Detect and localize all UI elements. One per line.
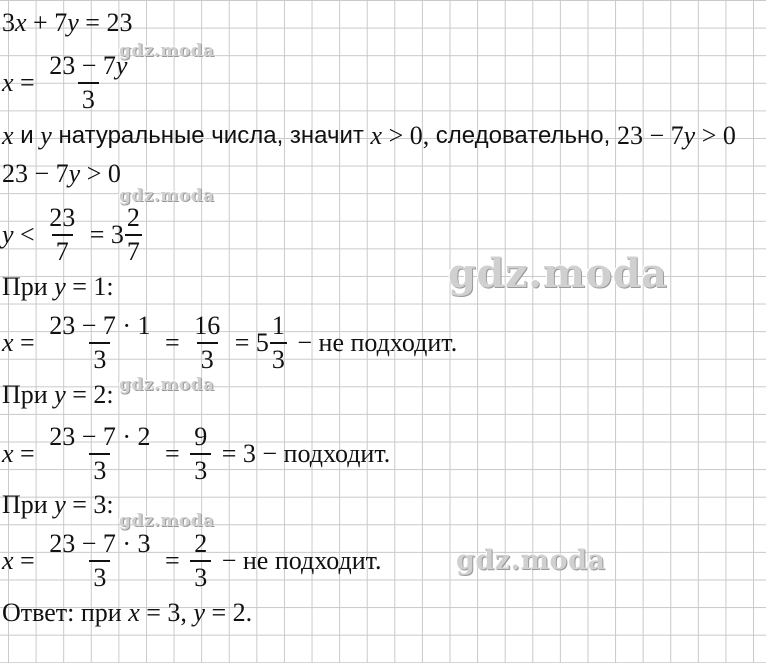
fraction: $\frac{23 - 7 \cdot 2}{3}$	[49, 422, 151, 485]
operator: +	[26, 8, 55, 37]
variable-x: x	[2, 328, 14, 357]
variable-x: x	[370, 121, 383, 150]
inequality: > 0	[80, 159, 121, 188]
case-label: При y = 3:	[2, 490, 114, 519]
fraction: $\frac{1}{3}$	[271, 311, 285, 374]
watermark: gdz.moda	[119, 511, 215, 531]
denominator: 3	[78, 82, 99, 114]
inequality: > 0,	[382, 121, 436, 150]
case-label: При y = 1:	[2, 272, 114, 301]
variable-x: x	[128, 598, 140, 627]
mixed-number: 3 $\frac{2}{7}$	[110, 203, 140, 266]
denominator: 7	[52, 234, 73, 266]
variable-x: x	[2, 68, 14, 97]
fraction: $\frac{23 - 7 \cdot 1}{3}$	[49, 311, 151, 374]
numerator: 23 − 7y	[49, 51, 128, 80]
operator: <	[13, 220, 42, 249]
variable-x: x	[2, 439, 14, 468]
mixed-number: 5 $\frac{1}{3}$	[255, 311, 285, 374]
watermark: gdz.moda	[119, 41, 215, 61]
inequality: > 0	[695, 121, 736, 150]
expression: 23 − 7	[2, 159, 69, 188]
verdict: − не подходит.	[290, 328, 458, 357]
bound-line	[2, 204, 146, 266]
condition-line	[2, 121, 736, 151]
variable-x: x	[2, 121, 14, 150]
fraction: $\frac{23 - 7 \cdot 3}{3}$	[49, 529, 151, 592]
operator: =	[13, 68, 42, 97]
expression: 23 − 7	[616, 121, 684, 150]
verdict: − подходит.	[255, 439, 391, 468]
variable-y: y	[683, 121, 696, 150]
variable-y: y	[67, 8, 79, 37]
case-computation: x = $\frac{23 - 7 \cdot 2}{3}$ = $\frac{9}{3}$ = 3 − подходит.	[2, 422, 391, 485]
fraction	[45, 204, 79, 266]
numerator: 23	[49, 203, 76, 232]
watermark: gdz.moda	[448, 250, 668, 297]
equation-line	[2, 8, 132, 38]
variable-y: y	[54, 272, 66, 301]
operator: =	[78, 8, 107, 37]
watermark: gdz.moda	[119, 375, 215, 395]
fraction: $\frac{2}{7}$	[126, 203, 140, 266]
inequality-line	[2, 159, 121, 189]
variable-y: y	[2, 220, 14, 249]
watermark: gdz.moda	[456, 545, 606, 576]
variable-x: x	[15, 8, 27, 37]
variable-y: y	[40, 121, 52, 150]
case-computation: x = $\frac{23 - 7 \cdot 3}{3}$ = $\frac{2}{3}$ − не подходит.	[2, 529, 382, 592]
variable-x: x	[2, 546, 14, 575]
case-label: При y = 2:	[2, 380, 114, 409]
fraction: $\frac{9}{3}$	[190, 423, 211, 485]
text: и	[13, 122, 41, 149]
watermark: gdz.moda	[119, 186, 215, 206]
variable-y: y	[193, 598, 205, 627]
variable-y: y	[54, 490, 66, 519]
variable-y: y	[68, 159, 81, 188]
coefficient: 3	[2, 8, 15, 37]
operator: =	[83, 220, 111, 249]
case-computation: x = $\frac{23 - 7 \cdot 1}{3}$ = $\frac{16}{3}$ = 5 $\frac{1}{3}$ − не подходит.	[2, 311, 458, 374]
answer-line: Ответ: при x = 3, y = 2.	[2, 598, 253, 627]
coefficient: 7	[54, 8, 68, 37]
fraction	[45, 52, 131, 114]
verdict: − не подходит.	[215, 546, 382, 575]
variable-y: y	[54, 380, 66, 409]
fraction: $\frac{16}{3}$	[194, 311, 221, 374]
value: 23	[106, 8, 133, 37]
text: натуральные числа, значит	[51, 122, 371, 149]
fraction: $\frac{2}{3}$	[190, 530, 211, 592]
text: следовательно,	[435, 122, 617, 149]
fraction-line	[2, 52, 135, 114]
